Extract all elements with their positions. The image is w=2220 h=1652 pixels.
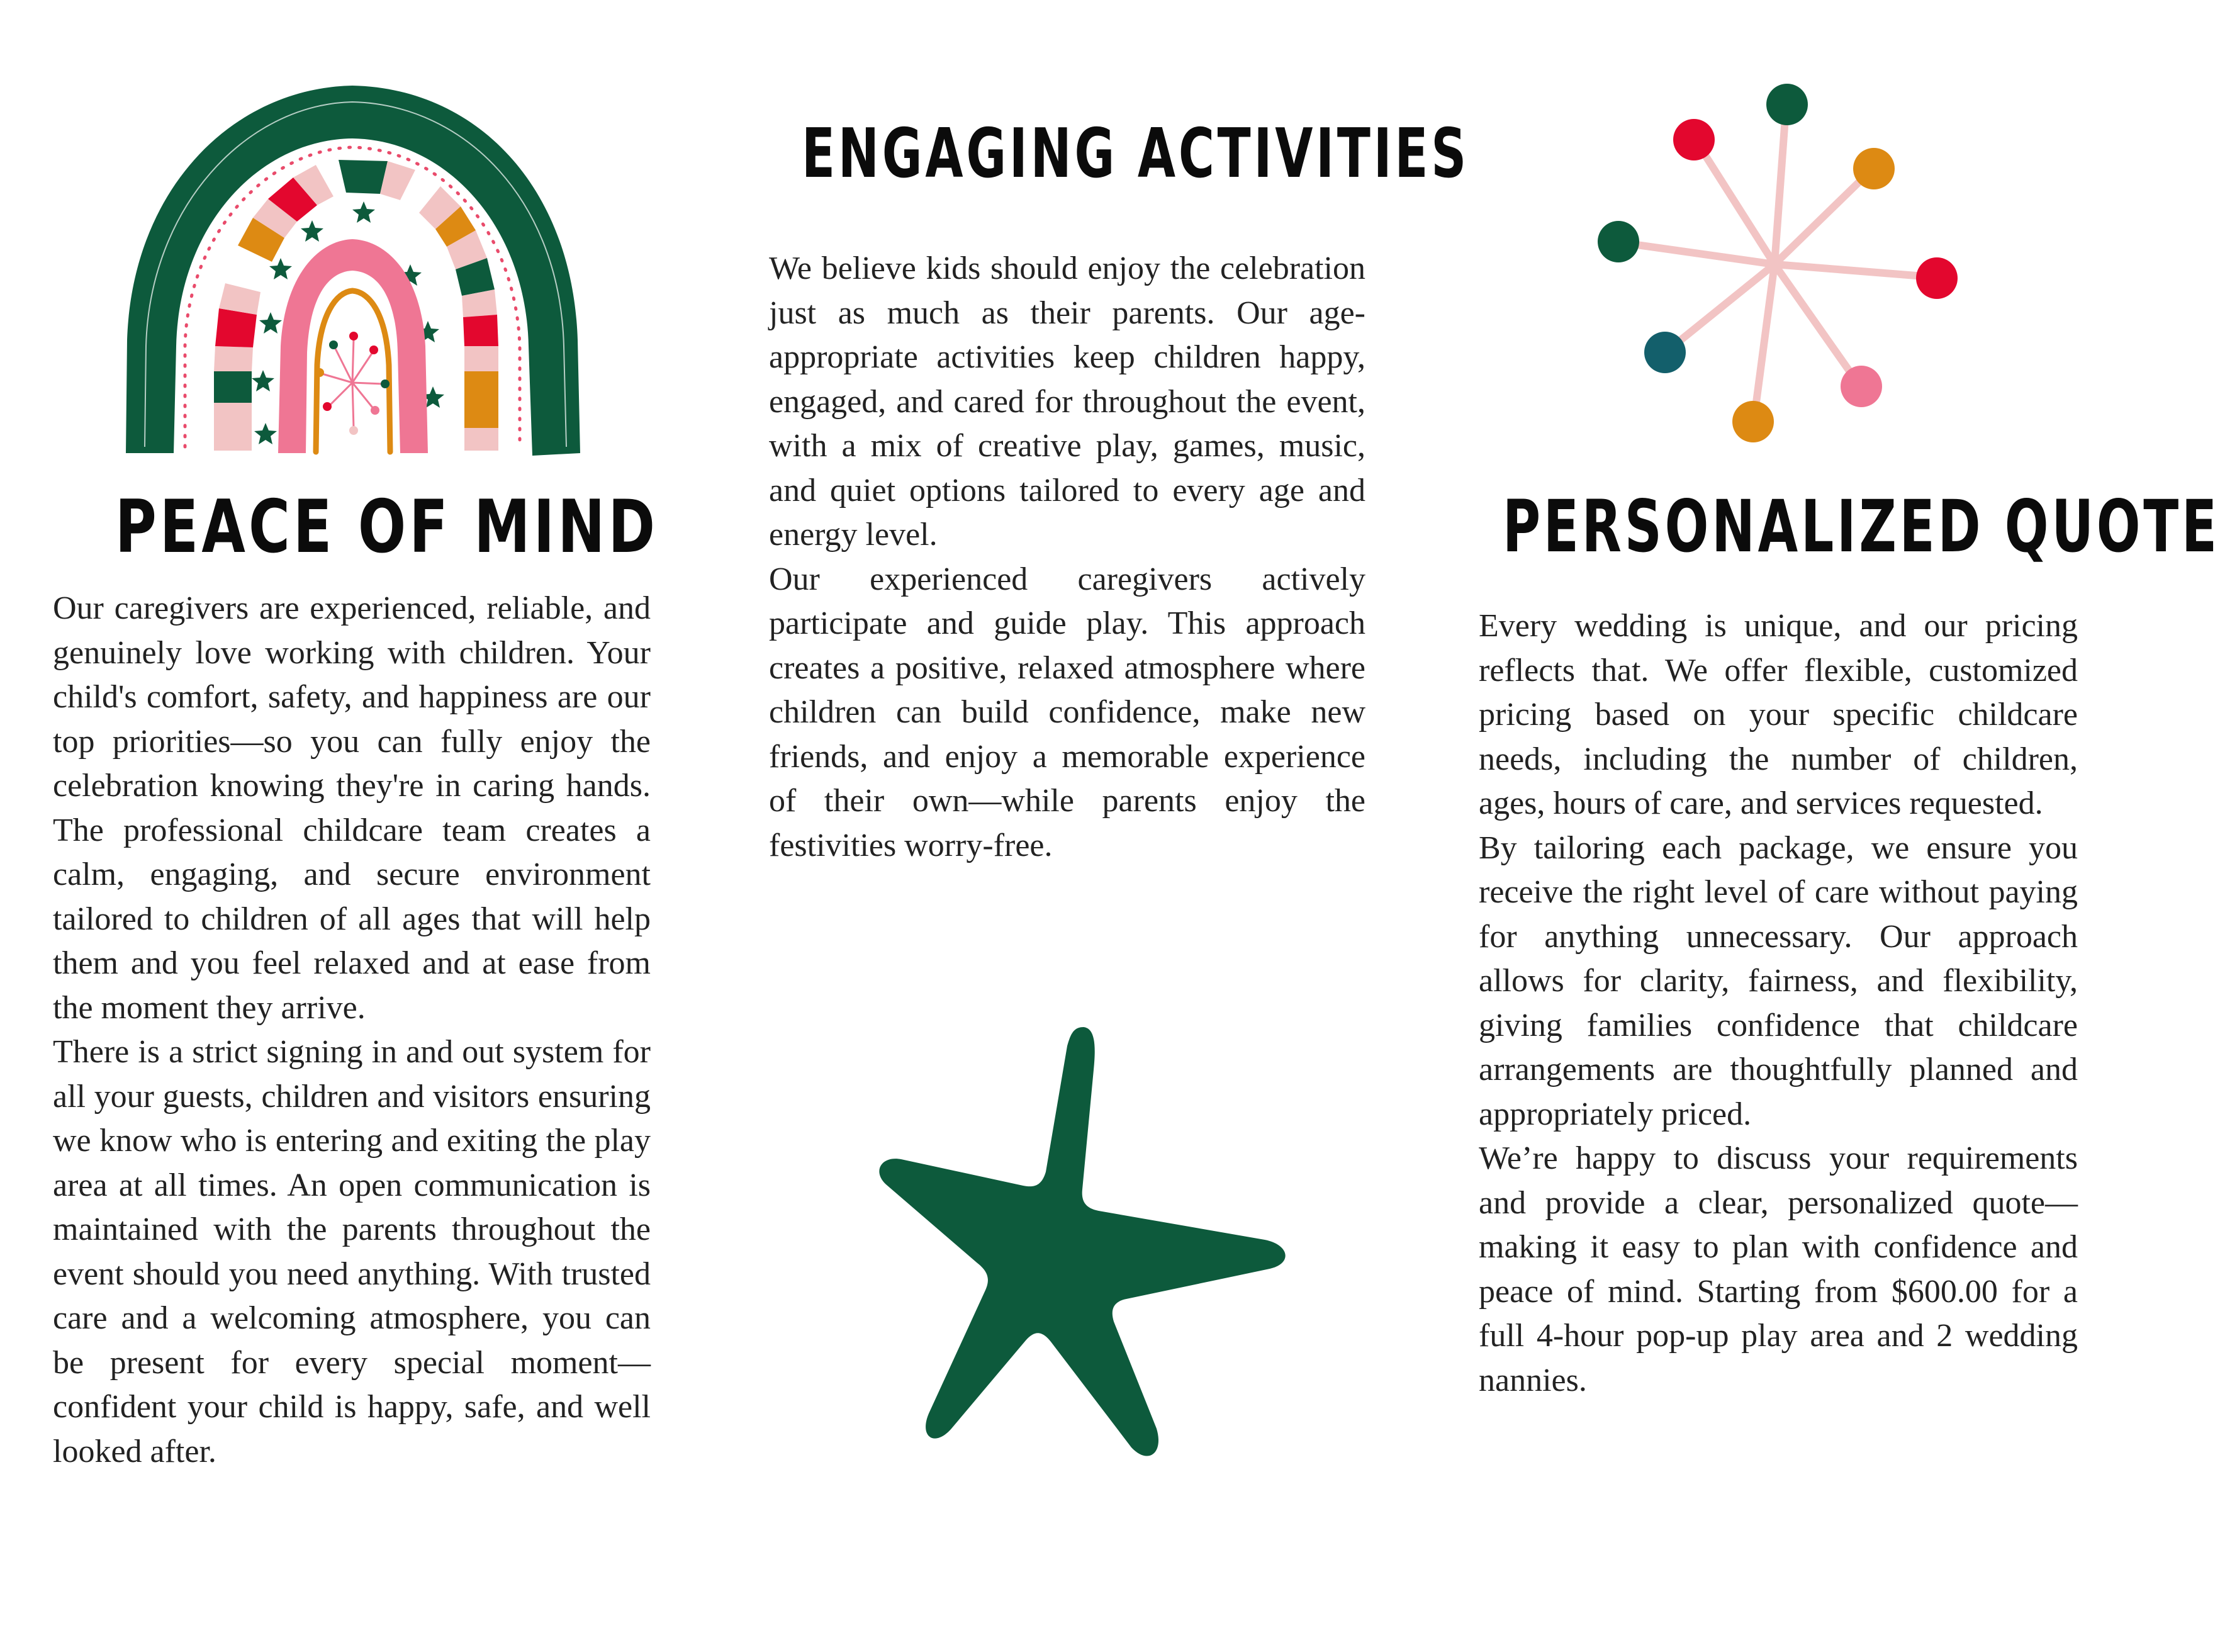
paragraph: Our experienced caregivers actively participate and guide play. This approach creates a positive, relaxed atmosphere where children can build confidence, make new friends, and enjoy a memorable experience of their own—while parents enjoy the festivities worry-free.	[769, 561, 1365, 863]
engaging-activities-body	[769, 247, 1365, 868]
engaging-activities-title: ENGAGING ACTIVITIES	[802, 115, 1470, 193]
sparkle-icon	[1586, 76, 1963, 453]
peace-of-mind-title: PEACE OF MIND	[115, 485, 659, 570]
paragraph: By tailoring each package, we ensure you receive the right level of care without paying for anything unnecessary. Our approach allows for clarity, fairness, and flexibility, giving families confidence that childcare arrangements are thoughtfully planned and appropriately priced.	[1479, 829, 2078, 1132]
personalized-quote-title: PERSONALIZED QUOTE	[1503, 485, 2220, 568]
paragraph: Every wedding is unique, and our pricing reflects that. We offer flexible, customized pricing based on your specific childcare needs, including the number of children, ages, hours of care, and services requested.	[1479, 608, 2078, 821]
paragraph: We believe kids should enjoy the celebration just as much as their parents. Our age-appropriate activities keep children happy, engaged, and cared for throughout the event, with a mix of creative play, games, music, and quiet options tailored to every age and energy level.	[769, 250, 1365, 553]
paragraph: We’re happy to discuss your requirements and provide a clear, personalized quote—making it easy to plan with confidence and peace of mind. Starting from $600.00 for a full 4-hour pop-up play area and 2 wedding nannies.	[1479, 1140, 2078, 1398]
star-icon	[875, 1020, 1290, 1473]
mini-sparkle	[315, 332, 390, 435]
rainbow-icon	[120, 76, 585, 466]
peace-of-mind-body	[53, 587, 651, 1474]
paragraph: There is a strict signing in and out system for all your guests, children and visitors ensuring we know who is entering and exiting the play area at all times. An open communication is maintained with the parents throughout the event should you need anything. With trusted care and a welcoming atmosphere, you can be present for every special moment—confident your child is happy, safe, and well looked after.	[53, 1034, 651, 1469]
striped-band	[214, 160, 498, 451]
paragraph: Our caregivers are experienced, reliable, and genuinely love working with children. Your child's comfort, safety, and happiness are our top priorities—so you can fully enjoy the celebration knowing they're in caring hands. The professional childcare team creates a calm, engaging, and secure environment tailored to children of all ages that will help them and you feel relaxed and at ease from the moment they arrive.	[53, 590, 651, 1026]
personalized-quote-body	[1479, 604, 2078, 1403]
